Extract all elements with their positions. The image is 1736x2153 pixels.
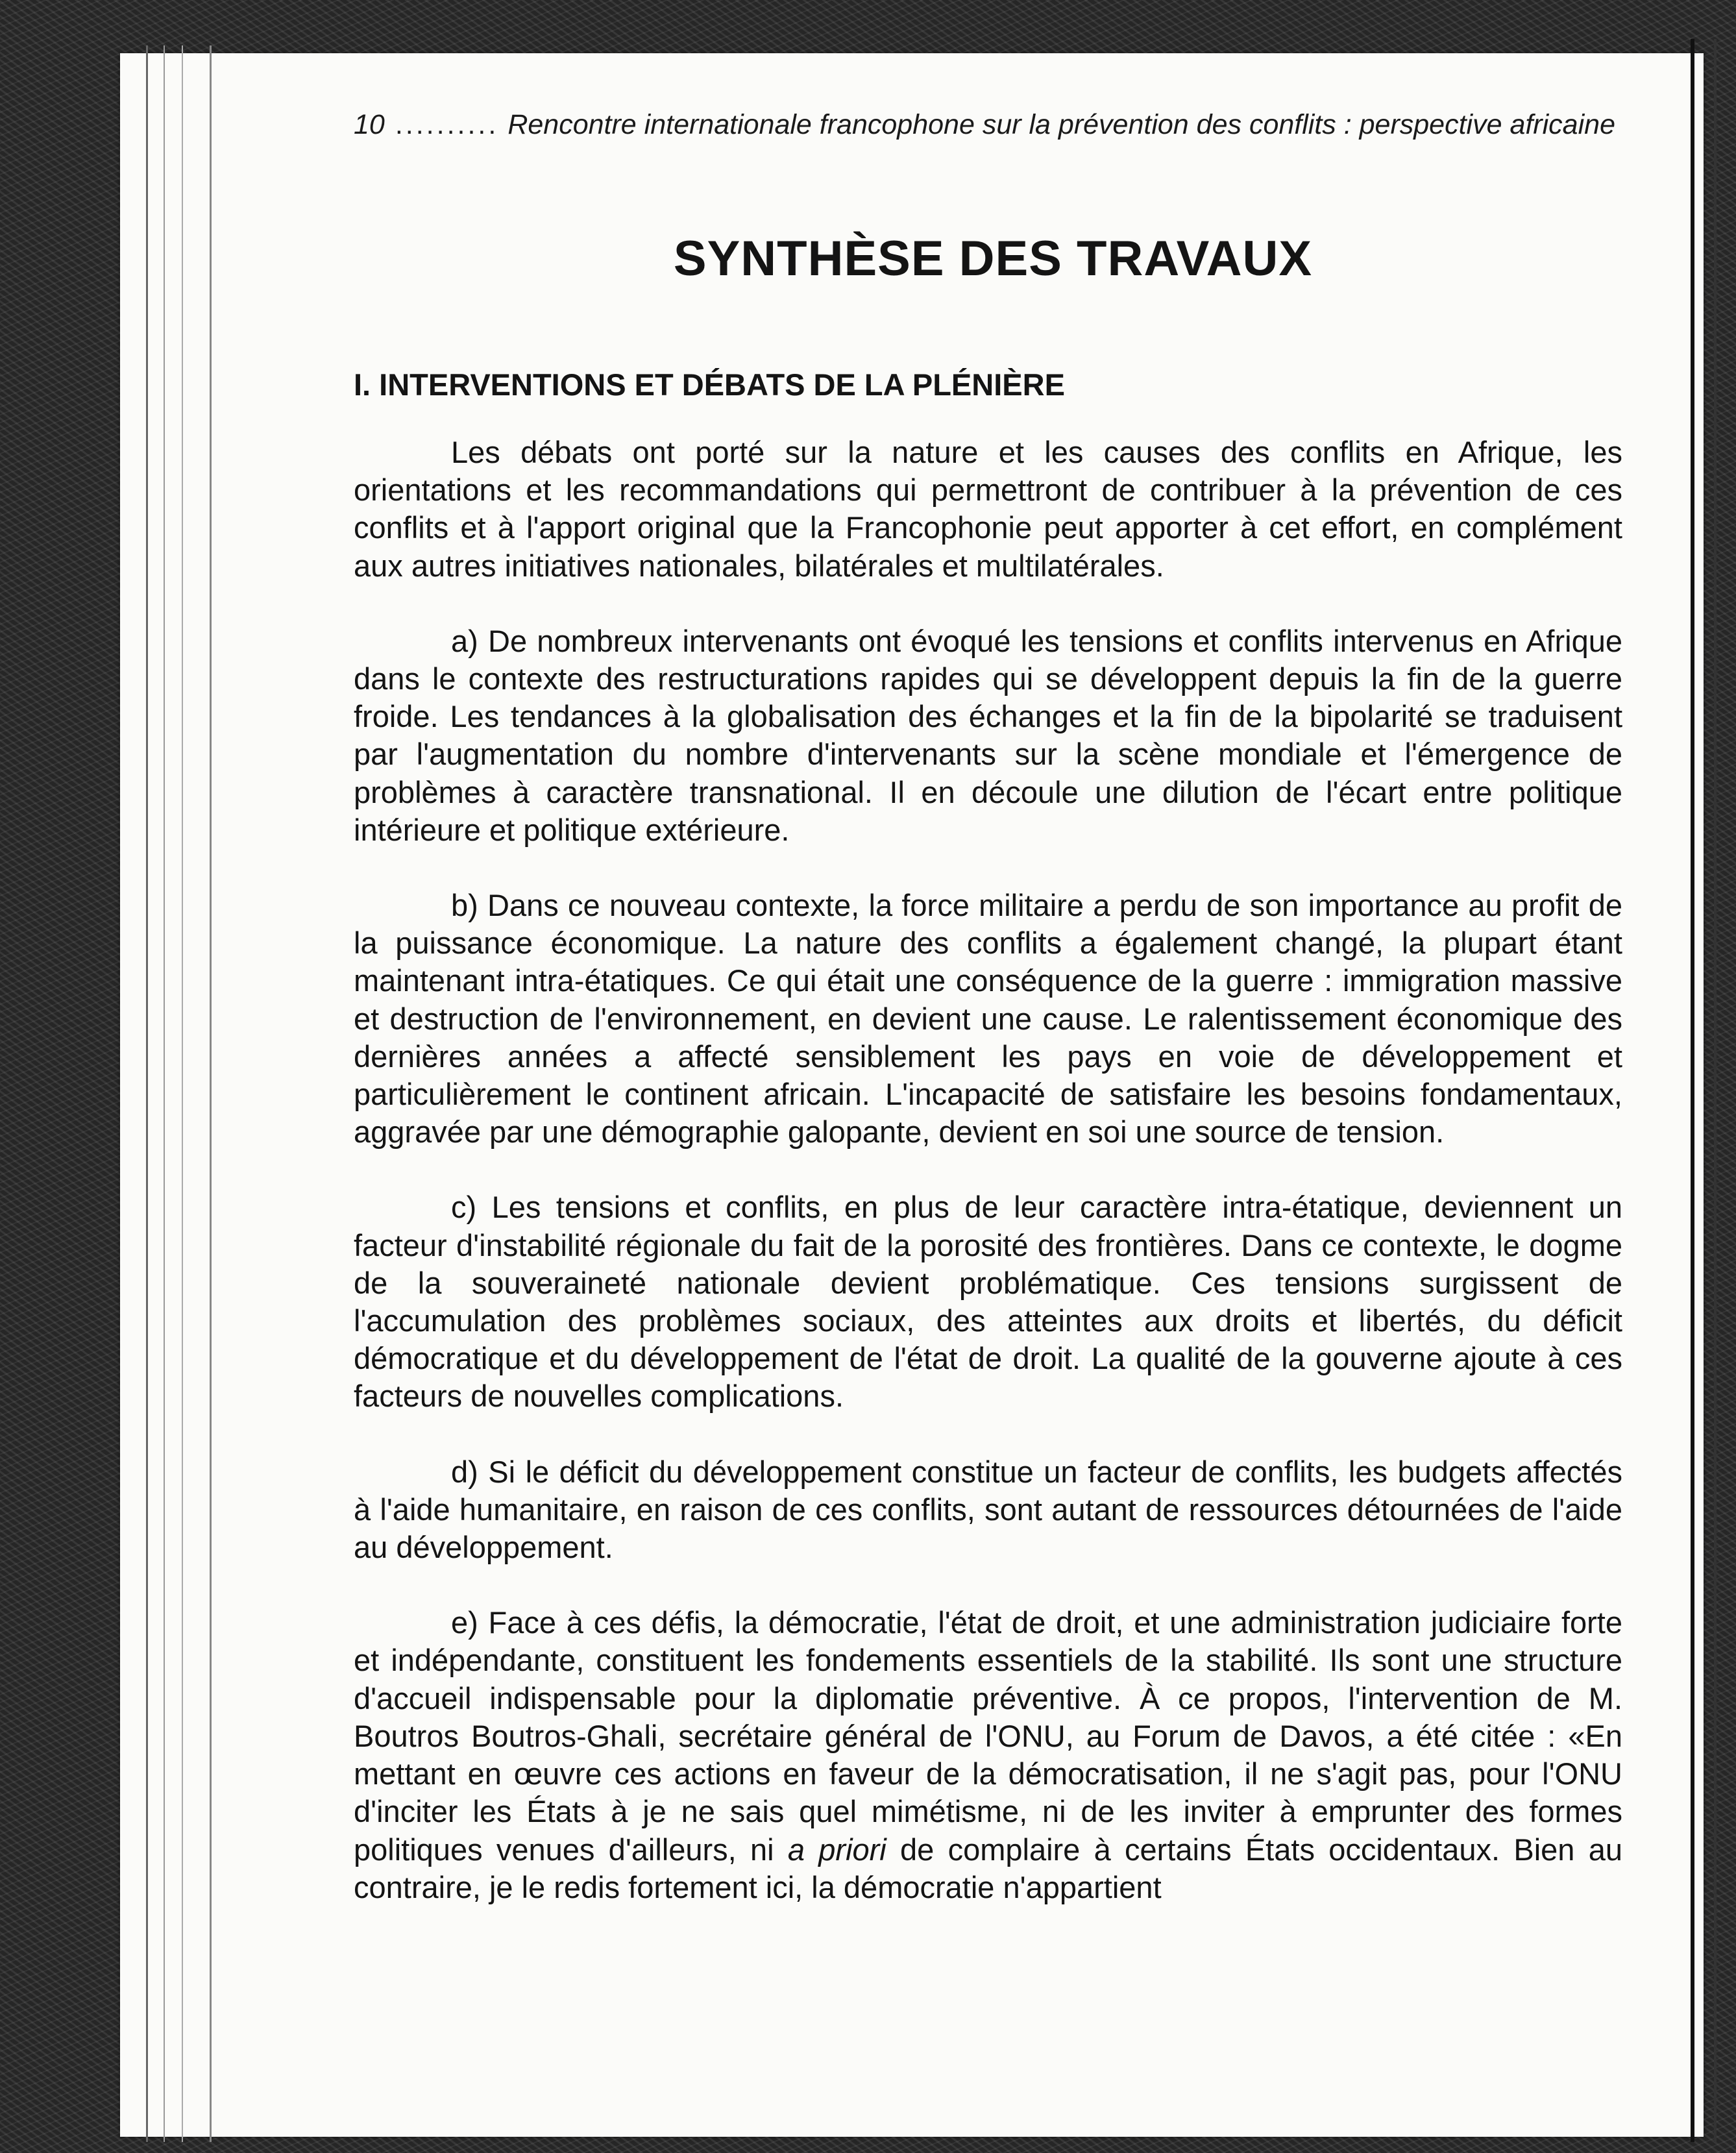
leader-dots: .......... [395, 109, 499, 140]
paragraph-e-italic: a priori [787, 1832, 886, 1867]
paragraph-d: d) Si le déficit du développement constitue un facteur de conflits, les budgets affectés à l'aide humanitaire, en raison de ces conflits, sont autant de ressources détournées de l'aide au développement. [354, 1454, 1622, 1565]
paragraph-e [354, 1604, 1622, 1906]
paragraph-e-part-1: e) Face à ces défis, la démocratie, l'état de droit, et une administration judiciaire forte et indépendante, constituent les fondements essentiels de la stabilité. Ils sont une structure d'accueil indispensable pour la diplomatie préventive. À ce propos, l'intervention de M. Boutros Boutros-Ghali, secrétaire général de l'ONU, au Forum de Davos, a été citée : «En mettant en œuvre ces actions en faveur de la démocratisation, il ne s'agit pas, pour l'ONU d'inciter les États à je ne sais quel mimétisme, ni de les inviter à emprunter des formes politiques venues d'ailleurs, ni [354, 1605, 1622, 1867]
running-head-text: Rencontre internationale francophone sur la prévention des conflits : perspective africaine [507, 109, 1615, 140]
page-title: SYNTHÈSE DES TRAVAUX [673, 231, 1313, 286]
page-right-edge [1691, 39, 1717, 2142]
page-number: 10 [354, 109, 385, 140]
paragraph-b: b) Dans ce nouveau contexte, la force militaire a perdu de son importance au profit de la puissance économique. La nature des conflits a également changé, la plupart étant maintenant intra-étatiques. Ce qui était une conséquence de la guerre : immigration massive et destruction de l'environnement, en devient une cause. Le ralentissement économique des dernières années a affecté sensiblement les pays en voie de développement et particulièrement le continent africain. L'incapacité de satisfaire les besoins fondamentaux, aggravée par une démographie galopante, devient en soi une source de tension. [354, 888, 1622, 1150]
paragraph-a: a) De nombreux intervenants ont évoqué les tensions et conflits intervenus en Afrique dans le contexte des restructurations rapides qui se développent depuis la fin de la guerre froide. Les tendances à la globalisation des échanges et la fin de la bipolarité se traduisent par l'augmentation du nombre d'intervenants sur la scène mondiale et l'émergence de problèmes à caractère transnational. Il en découle une dilution de l'écart entre politique intérieure et politique extérieure. [354, 623, 1622, 847]
paragraph-intro: Les débats ont porté sur la nature et les causes des conflits en Afrique, les orientations et les recommandations qui permettront de contribuer à la prévention de ces conflits et à l'apport original que la Francophonie peut apporter à cet effort, en complément aux autres initiatives nationales, bilatérales et multilatérales. [354, 435, 1622, 583]
binding-edge [146, 45, 212, 2142]
body-text [354, 434, 1622, 1944]
paragraph-e-part-2: de complaire à certains États occidentaux. Bien au contraire, je le redis fortement ici, la démocratie n'appartient [354, 1832, 1622, 1904]
paragraph-c: c) Les tensions et conflits, en plus de leur caractère intra-étatique, deviennent un facteur d'instabilité régionale du fait de la porosité des frontières. Dans ce contexte, le dogme de la souveraineté nationale devient problématique. Ces tensions surgissent de l'accumulation des problèmes sociaux, des atteintes aux droits et libertés, du déficit démocratique et du développement de l'état de droit. La qualité de la gouverne ajoute à ces facteurs de nouvelles complications. [354, 1190, 1622, 1414]
running-head [354, 109, 1632, 141]
section-heading: I. INTERVENTIONS ET DÉBATS DE LA PLÉNIÈRE [354, 367, 1065, 402]
